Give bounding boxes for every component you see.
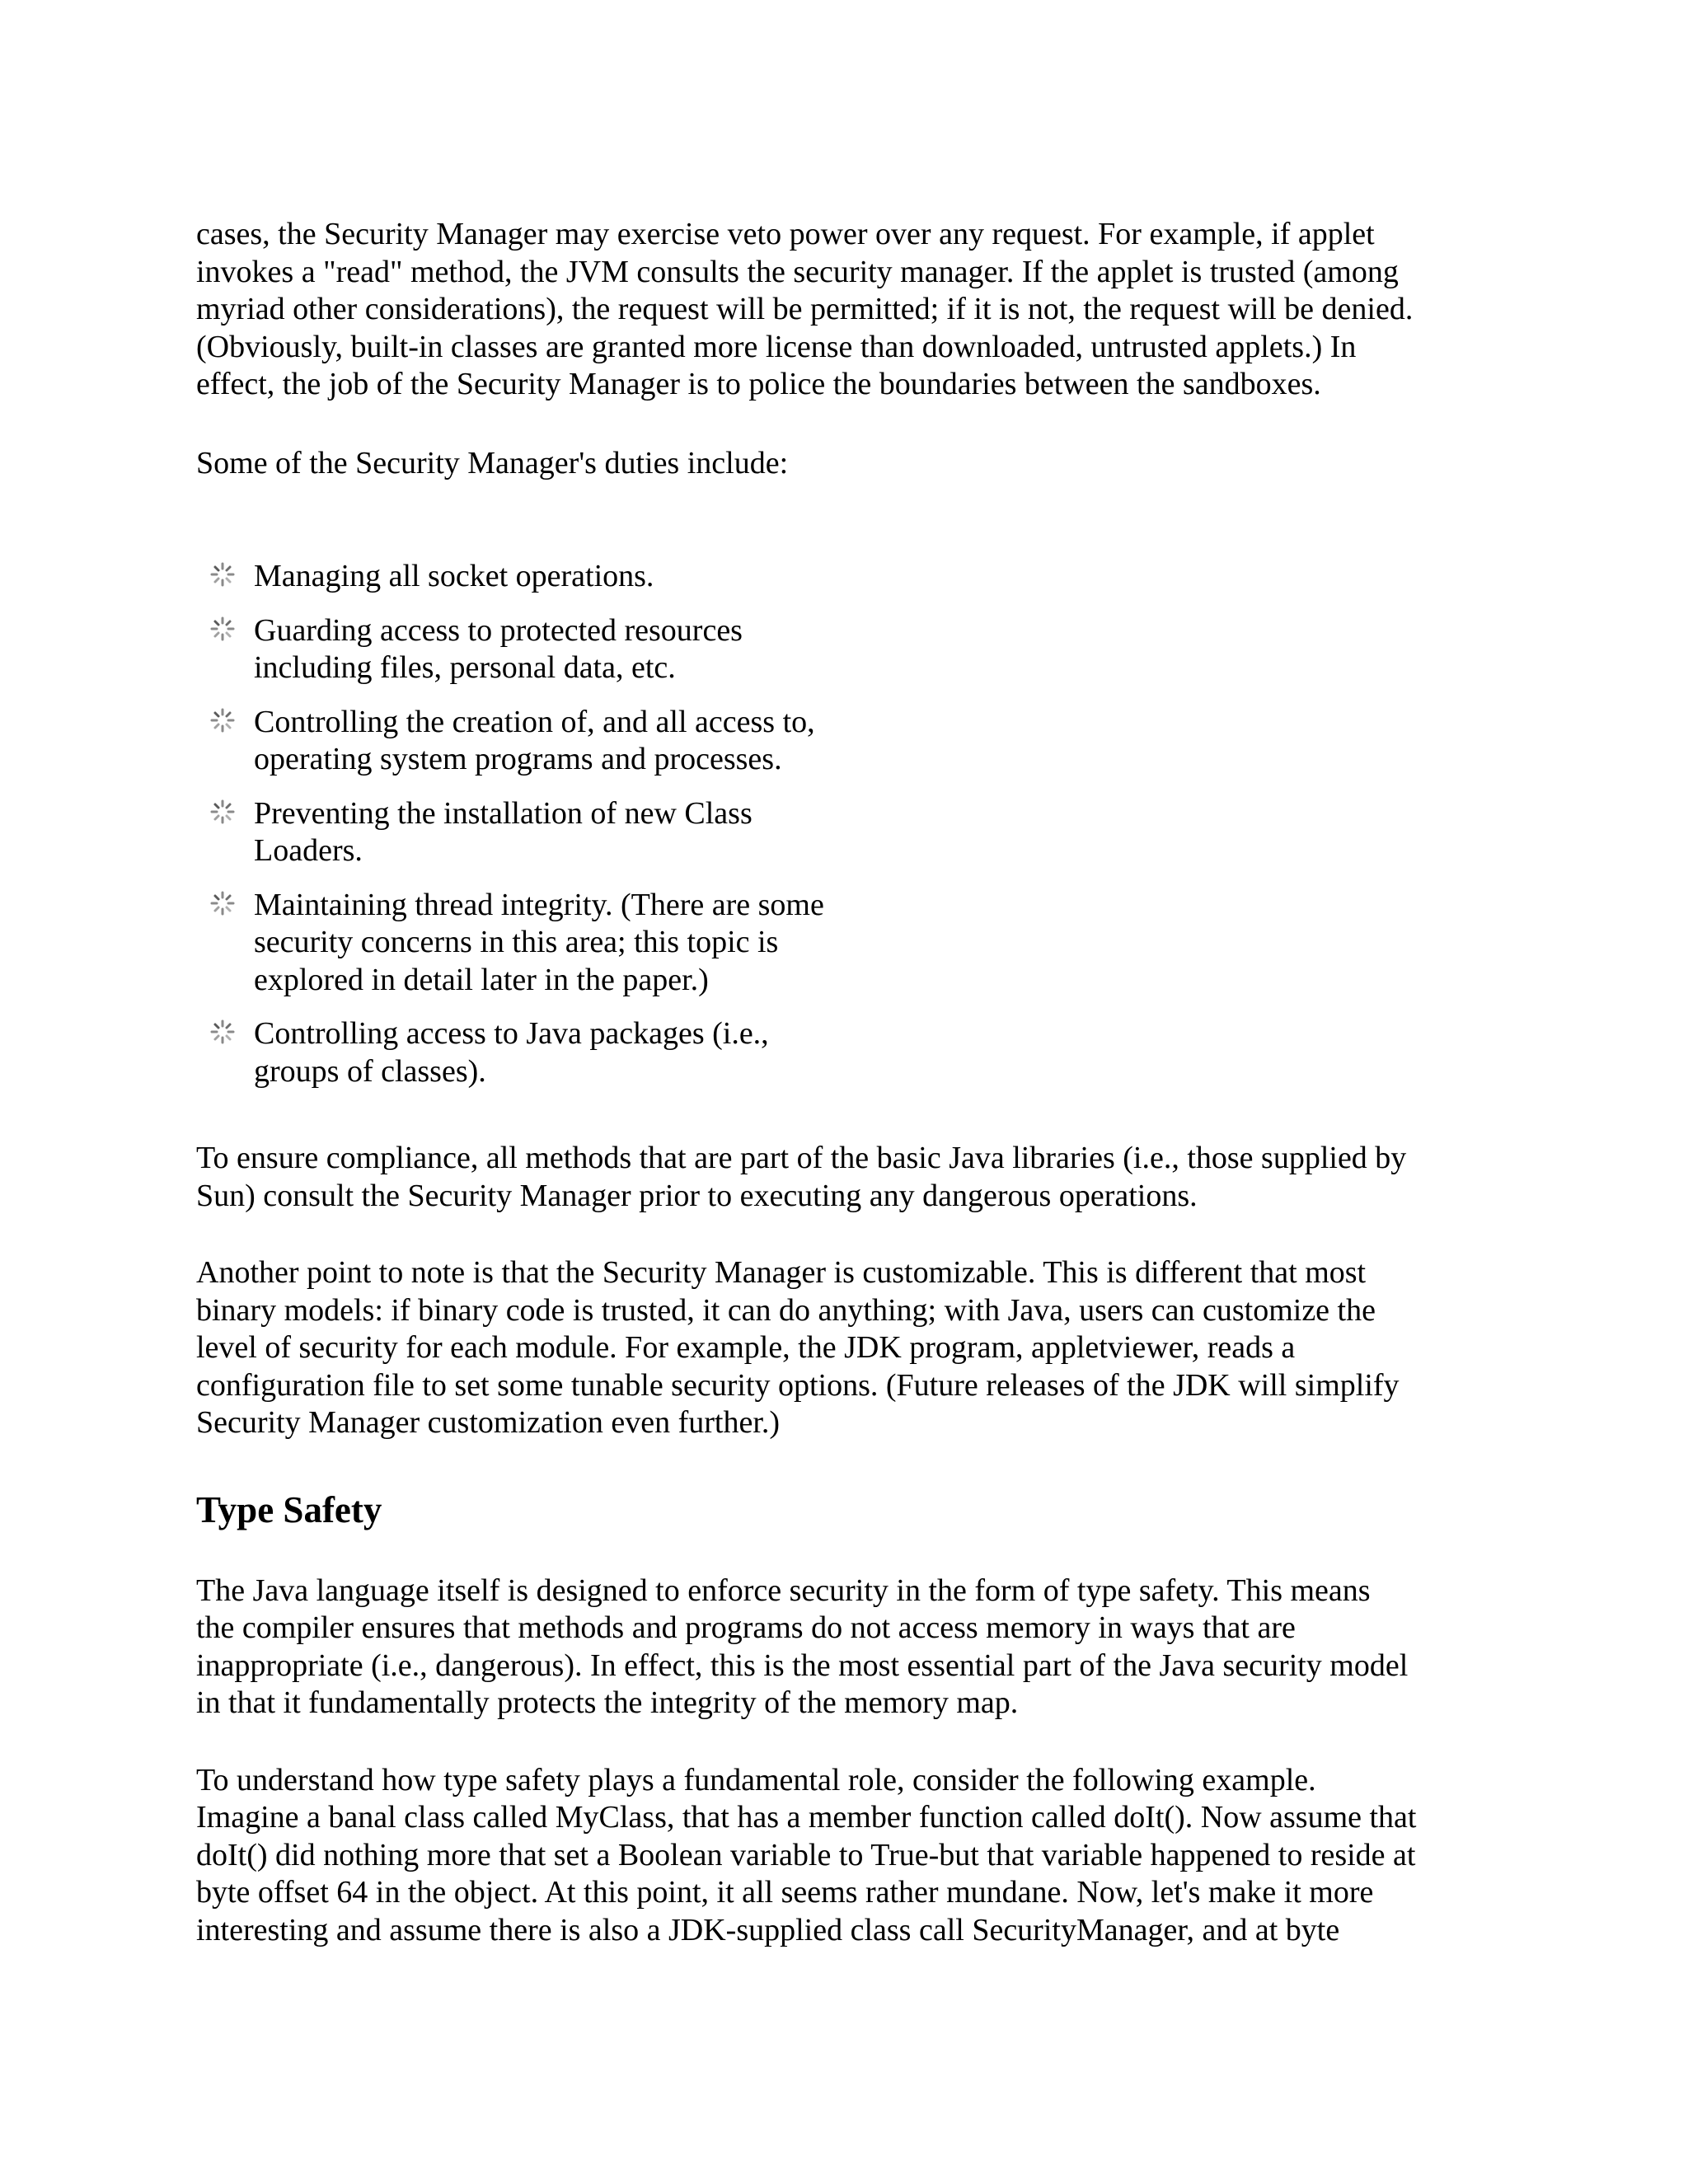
list-item <box>209 612 1034 687</box>
list-item-text: Controlling the creation of, and all access to, operating system programs and processes. <box>254 704 815 776</box>
list-item <box>209 795 1034 870</box>
list-item-text: Guarding access to protected resources including files, personal data, etc. <box>254 612 743 685</box>
spinner-icon <box>209 1019 236 1045</box>
list-item-text: Managing all socket operations. <box>254 559 654 593</box>
page-content <box>196 216 1498 1949</box>
paragraph-duties-intro: Some of the Security Manager's duties include: <box>196 445 789 480</box>
spinner-icon <box>209 616 236 642</box>
section-heading-type-safety: Type Safety <box>196 1488 382 1530</box>
list-item-text: Maintaining thread integrity. (There are some security concerns in this area; this topic is explored in detail later in the paper.) <box>254 887 824 997</box>
spinner-icon <box>209 890 236 916</box>
spinner-icon <box>209 707 236 733</box>
duties-list <box>209 558 1034 1090</box>
list-item <box>209 1015 1034 1090</box>
paragraph-security-manager-veto: cases, the Security Manager may exercise veto power over any request. For example, if applet invokes a "read" method, the JVM consults the security manager. If the applet is trusted (among myriad other considerations), the request will be permitted; if it is not, the request will be denied. (Obviously, built-in classes are granted more license than downloaded, untrusted applets.) In effect, the job of the Security Manager is to police the boundaries between the sandboxes. <box>196 217 1414 401</box>
list-item <box>209 887 1034 1000</box>
spinner-icon <box>209 561 236 588</box>
paragraph-compliance: To ensure compliance, all methods that are part of the basic Java libraries (i.e., those supplied by Sun) consult the Security Manager prior to executing any dangerous operations. <box>196 1141 1407 1213</box>
paragraph-type-safety: The Java language itself is designed to enforce security in the form of type safety. This means the compiler ensures that methods and programs do not access memory in ways that are inappropriate (i.e., dangerous). In effect, this is the most essential part of the Java security model in that it fundamentally protects the integrity of the memory map. <box>196 1572 1409 1720</box>
list-item-text: Controlling access to Java packages (i.e., groups of classes). <box>254 1016 769 1089</box>
list-item-text: Preventing the installation of new Class Loaders. <box>254 795 753 868</box>
paragraph-example: To understand how type safety plays a fundamental role, consider the following example. Imagine a banal class called MyClass, that has a member function called doIt(). Now assume that doIt() did nothing more that set a Boolean variable to True-but that variable happened to reside at byte offset 64 in the object. At this point, it all seems rather mundane. Now, let's make it more interesting and assume there is also a JDK-supplied class call SecurityManager, and at byte <box>196 1762 1417 1947</box>
list-item <box>209 558 1034 596</box>
list-item <box>209 704 1034 779</box>
spinner-icon <box>209 799 236 825</box>
paragraph-customizable: Another point to note is that the Security Manager is customizable. This is different that most binary models: if binary code is trusted, it can do anything; with Java, users can customize the level of security for each module. For example, the JDK program, appletviewer, reads a configuration file to set some tunable security options. (Future releases of the JDK will simplify Security Manager customization even further.) <box>196 1255 1400 1440</box>
